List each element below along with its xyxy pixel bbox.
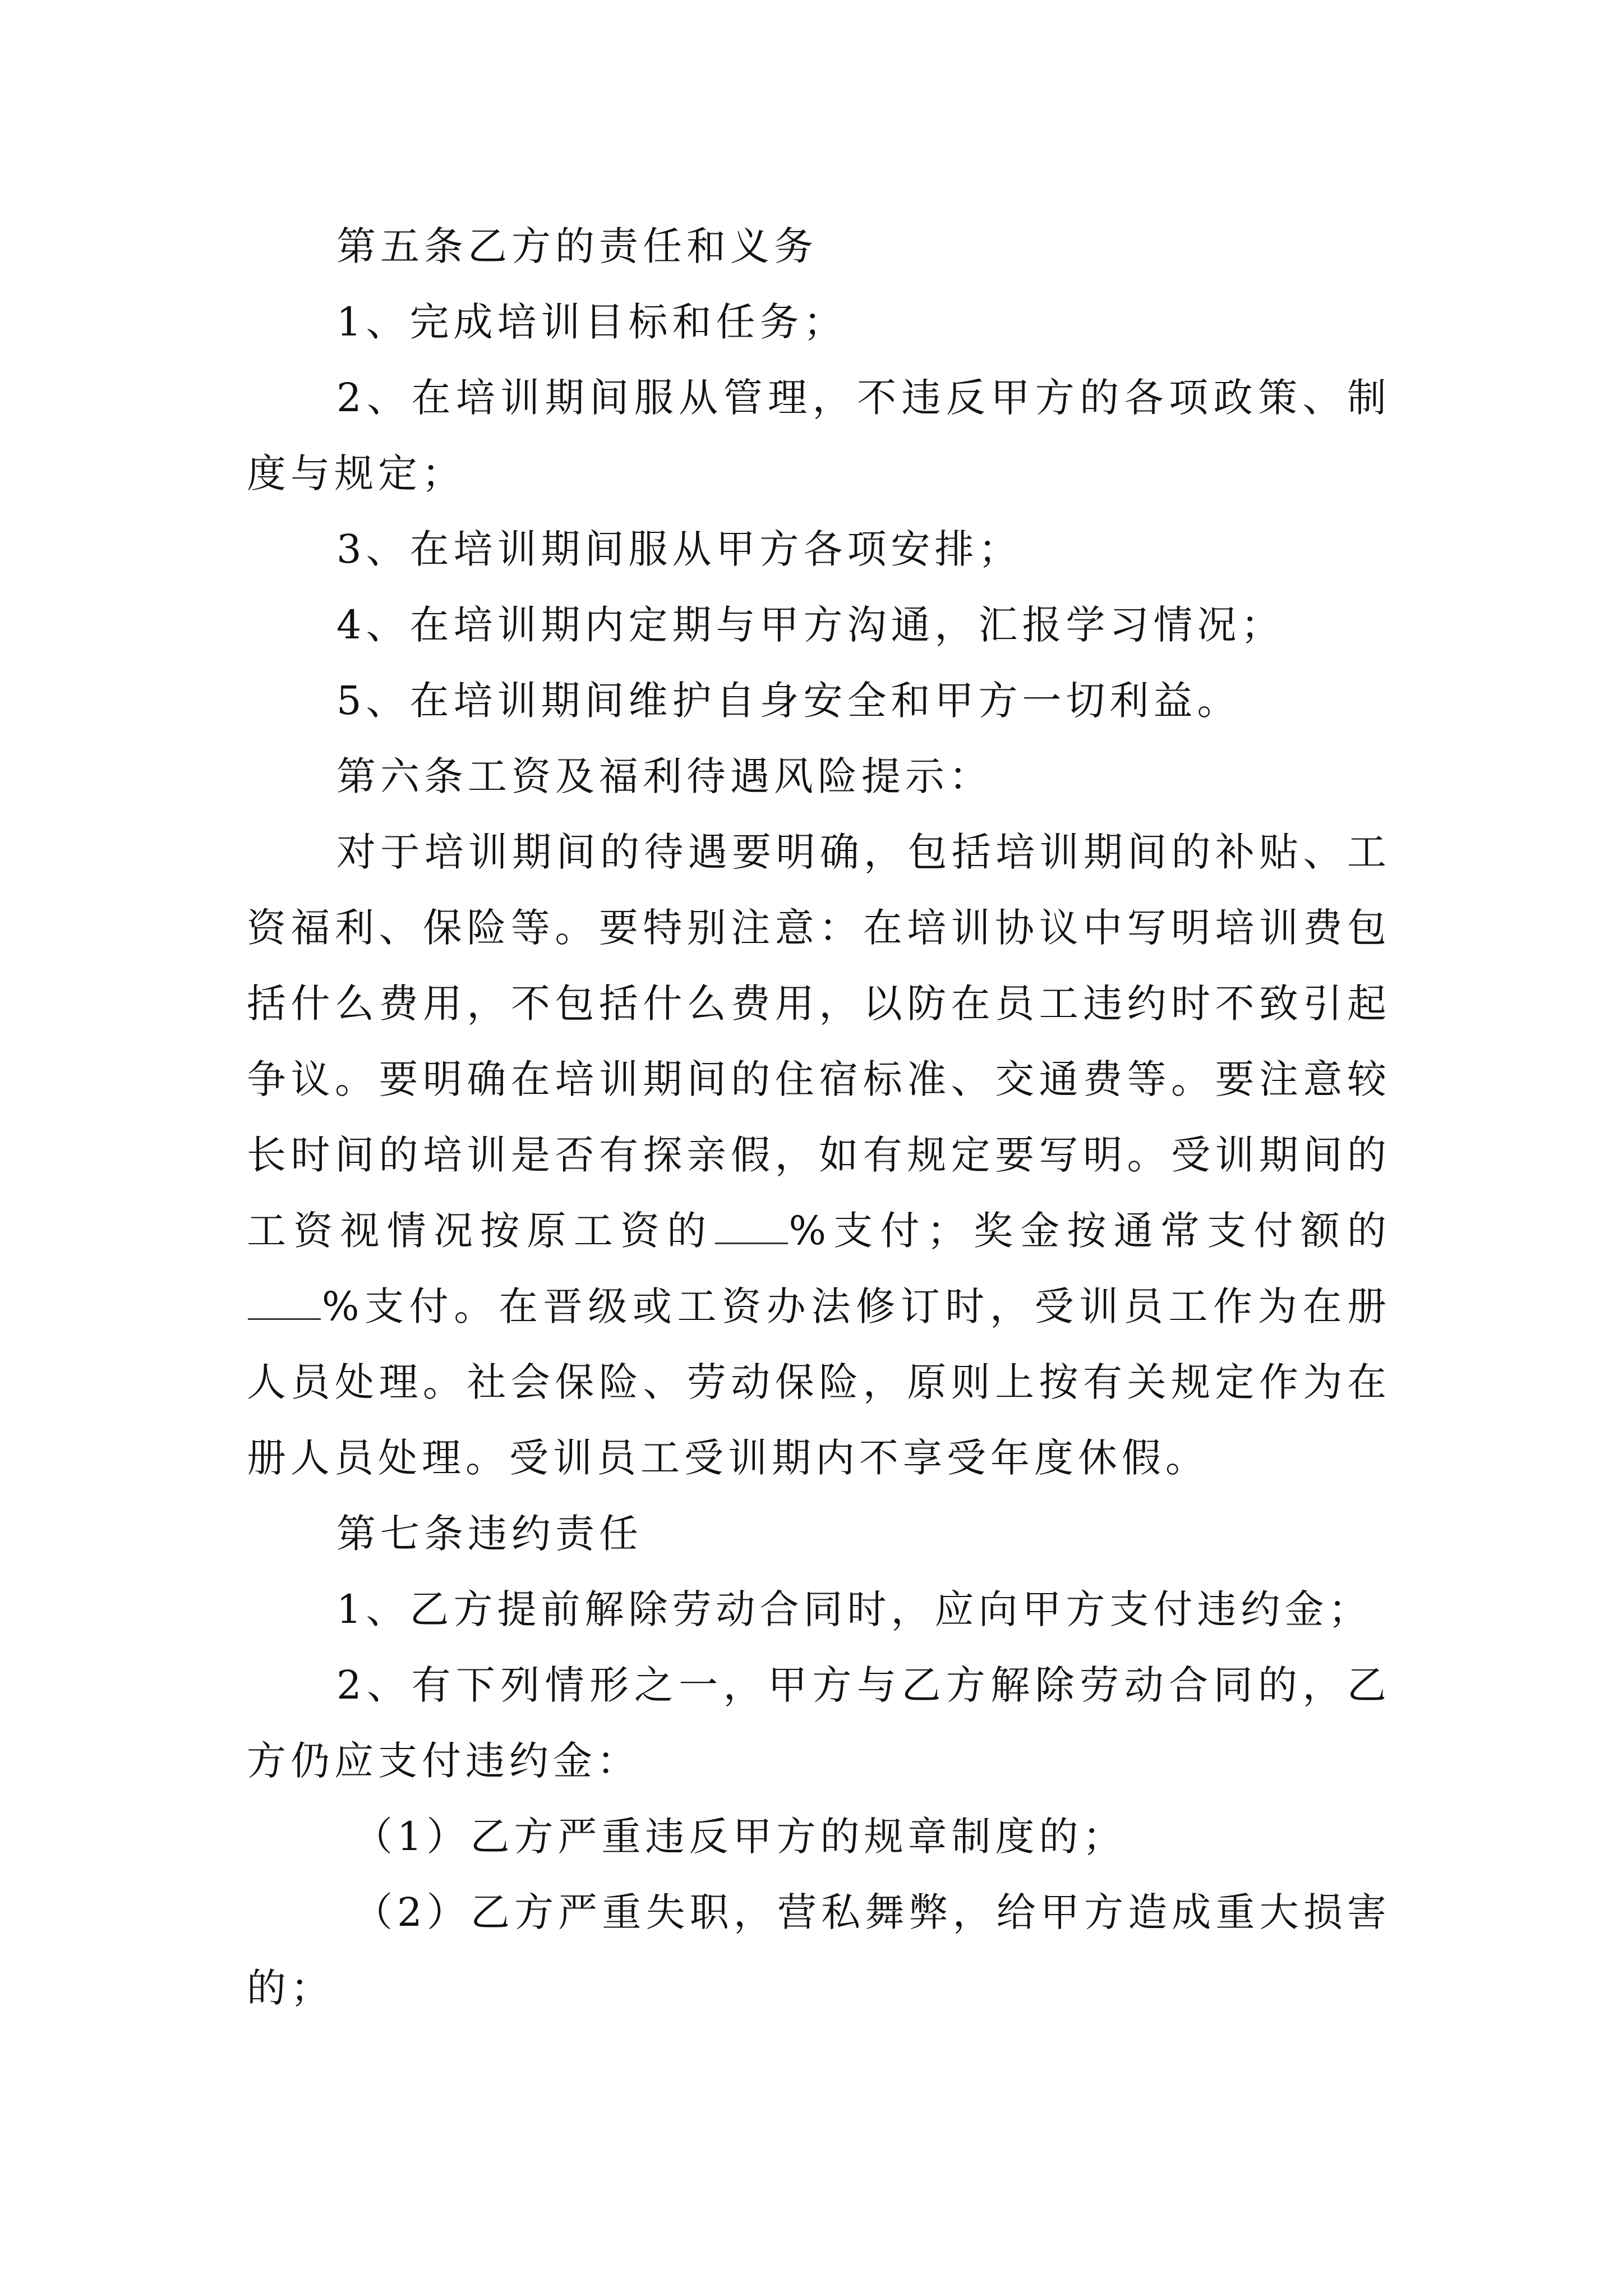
document-body xyxy=(247,209,1391,2026)
article-6-body-part-1: 对于培训期间的待遇要明确，包括培训期间的补贴、工资福利、保险等。要特别注意：在培训协议中写明培训费包括什么费用，不包括什么费用，以防在员工违约时不致引起争议。要明确在培训期间的住宿标准、交通费等。要注意较长时间的培训是否有探亲假，如有规定要写明。受训期间的工资视情况按原工资的 xyxy=(247,829,1391,1254)
article-7-item-2: 2、有下列情形之一，甲方与乙方解除劳动合同的，乙方仍应支付违约金： xyxy=(247,1662,1391,1784)
article-7-item-1: 1、乙方提前解除劳动合同时，应向甲方支付违约金； xyxy=(336,1586,1372,1632)
article-5-item-4: 4、在培训期内定期与甲方沟通，汇报学习情况； xyxy=(336,602,1285,648)
article-5-item-3: 3、在培训期间服从甲方各项安排； xyxy=(336,526,1022,572)
article-6-title: 第六条工资及福利待遇风险提示： xyxy=(336,753,993,799)
article-5-item-5: 5、在培训期间维护自身安全和甲方一切利益。 xyxy=(336,678,1241,724)
bonus-percent-blank xyxy=(248,1273,321,1320)
article-7-title: 第七条违约责任 xyxy=(336,1511,643,1557)
article-7-sub-item-2: （2）乙方严重失职，营私舞弊，给甲方造成重大损害的； xyxy=(247,1889,1391,2011)
salary-percent-blank xyxy=(715,1198,788,1244)
article-6-body xyxy=(247,815,1391,1496)
article-6-body-part-3: %支付。在晋级或工资办法修订时，受训员工作为在册人员处理。社会保险、劳动保险，原则上按有关规定作为在册人员处理。受训员工受训期内不享受年度休假。 xyxy=(247,1283,1391,1481)
article-5-item-2: 2、在培训期间服从管理，不违反甲方的各项政策、制度与规定； xyxy=(247,375,1391,496)
article-7-sub-item-1: （1）乙方严重违反甲方的规章制度的； xyxy=(353,1814,1127,1860)
article-5-title: 第五条乙方的责任和义务 xyxy=(336,223,818,269)
article-5-item-1: 1、完成培训目标和任务； xyxy=(336,299,847,345)
article-6-body-part-2: %支付；奖金按通常支付额的 xyxy=(789,1208,1391,1254)
